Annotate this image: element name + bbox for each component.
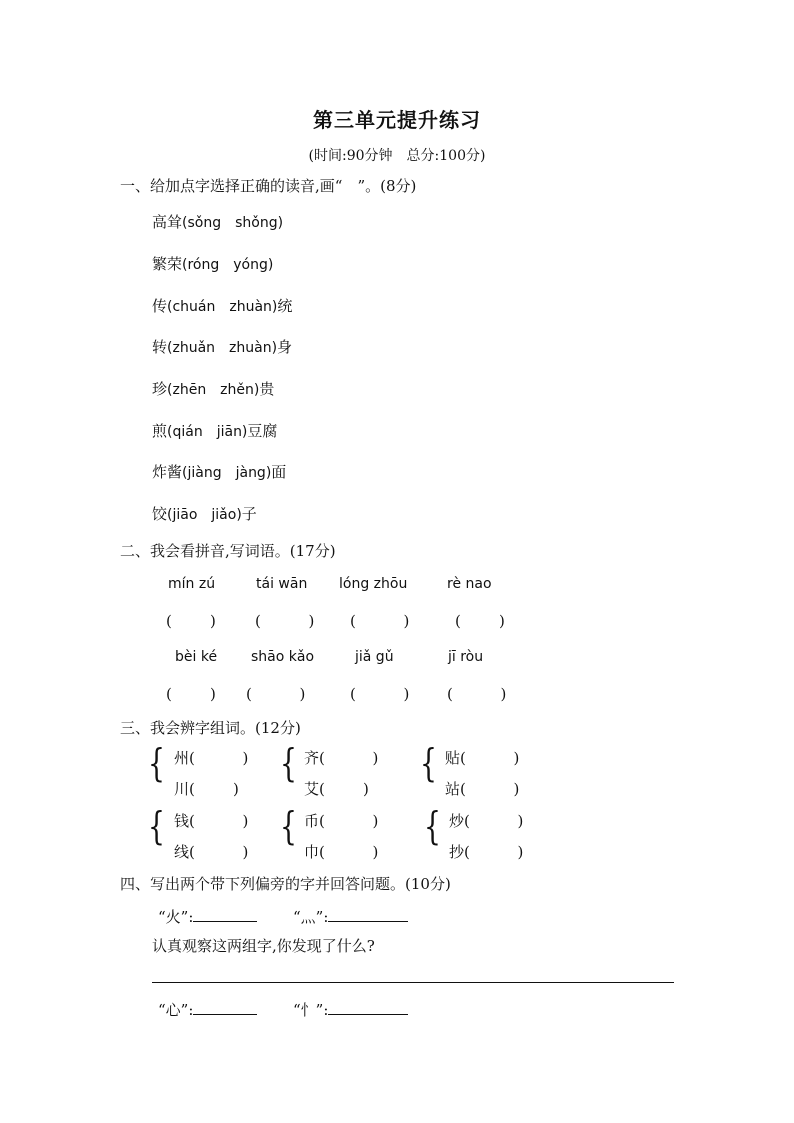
fill-blank[interactable] [193,1013,257,1015]
item-suffix: 豆腐 [247,422,278,440]
item-suffix: 子 [241,505,257,523]
pinyin-prompt: shāo kǎo [251,649,315,665]
item-chars: 饺 [152,505,168,523]
pinyin-prompt: rè nao [447,576,492,592]
radical-heart-side-row[interactable] [293,999,408,1020]
pronunciation-item-7[interactable] [152,461,286,482]
radical-fire-label: “火”: [158,908,194,926]
section-3-heading: 三、我会辨字组词。(12分) [120,719,301,737]
item-pinyin-options: (chuán zhuàn) [167,299,278,315]
item-chars: 炸酱 [152,463,183,481]
char-word-blank[interactable]: 线( ) [174,843,249,861]
pronunciation-item-5[interactable] [152,378,274,399]
radical-heart-side-label: “忄”: [293,1001,329,1019]
pronunciation-item-4[interactable] [152,336,292,357]
page-title: 第三单元提升练习 [313,108,481,132]
pronunciation-item-3[interactable] [152,295,292,316]
char-word-blank[interactable]: 炒( ) [449,812,524,830]
char-word-blank[interactable]: 艾( ) [304,780,369,798]
char-word-blank[interactable]: 川( ) [174,780,239,798]
answer-blank[interactable]: ( ) [166,612,216,630]
radical-heart-label: “心”: [158,1001,194,1019]
item-chars: 珍 [152,380,168,398]
item-chars: 转 [152,338,168,356]
item-chars: 煎 [152,422,168,440]
item-suffix: 统 [277,297,293,315]
item-suffix: 贵 [259,380,275,398]
char-word-blank[interactable]: 币( ) [304,812,379,830]
answer-line[interactable] [152,982,674,983]
item-chars: 传 [152,297,168,315]
section-4-heading: 四、写出两个带下列偏旁的字并回答问题。(10分) [120,875,451,893]
fill-blank[interactable] [328,1013,408,1015]
char-word-blank[interactable]: 抄( ) [449,843,524,861]
answer-blank[interactable]: ( ) [350,685,410,703]
answer-blank[interactable]: ( ) [166,685,216,703]
pronunciation-item-1[interactable] [152,211,283,232]
pinyin-prompt: tái wān [256,576,308,592]
item-pinyin-options: (róng yóng) [182,257,274,273]
pinyin-prompt: lóng zhōu [339,576,408,592]
answer-blank[interactable]: ( ) [255,612,315,630]
answer-blank[interactable]: ( ) [350,612,410,630]
brace: { [148,741,165,785]
char-word-blank[interactable]: 齐( ) [304,749,379,767]
pronunciation-item-6[interactable] [152,420,277,441]
item-chars: 高耸 [152,213,183,231]
answer-blank[interactable]: ( ) [455,612,505,630]
brace: { [148,804,165,848]
char-word-blank[interactable]: 州( ) [174,749,249,767]
item-chars: 繁荣 [152,255,183,273]
char-word-blank[interactable]: 贴( ) [445,749,520,767]
radical-fire-row[interactable] [158,906,257,927]
page-subtitle: (时间:90分钟 总分:100分) [308,148,486,164]
question-text: 认真观察这两组字,你发现了什么? [152,937,375,955]
item-pinyin-options: (qián jiān) [167,424,248,440]
char-word-blank[interactable]: 钱( ) [174,812,249,830]
pinyin-prompt: bèi ké [175,649,218,665]
fill-blank[interactable] [328,920,408,922]
section-2-heading: 二、我会看拼音,写词语。(17分) [120,542,336,560]
item-suffix: 面 [271,463,287,481]
answer-blank[interactable]: ( ) [447,685,507,703]
char-word-blank[interactable]: 巾( ) [304,843,379,861]
pinyin-prompt: jī ròu [448,649,484,665]
brace: { [280,804,297,848]
section-1-heading: 一、给加点字选择正确的读音,画“ ”。(8分) [120,177,417,195]
radical-heart-row[interactable] [158,999,257,1020]
item-pinyin-options: (jiāo jiǎo) [167,507,242,523]
radical-fire-dots-label: “灬”: [293,908,329,926]
char-word-blank[interactable]: 站( ) [445,780,520,798]
pinyin-prompt: mín zú [168,576,216,592]
brace: { [424,804,441,848]
answer-blank[interactable]: ( ) [246,685,306,703]
pronunciation-item-8[interactable] [152,503,257,524]
item-pinyin-options: (zhuǎn zhuàn) [167,340,278,356]
radical-fire-dots-row[interactable] [293,906,408,927]
pinyin-prompt: jiǎ gǔ [355,649,394,665]
item-pinyin-options: (jiàng jàng) [182,465,272,481]
item-pinyin-options: (sǒng shǒng) [182,215,284,231]
fill-blank[interactable] [193,920,257,922]
brace: { [420,741,437,785]
item-pinyin-options: (zhēn zhěn) [167,382,260,398]
brace: { [280,741,297,785]
item-suffix: 身 [277,338,293,356]
pronunciation-item-2[interactable] [152,253,273,274]
